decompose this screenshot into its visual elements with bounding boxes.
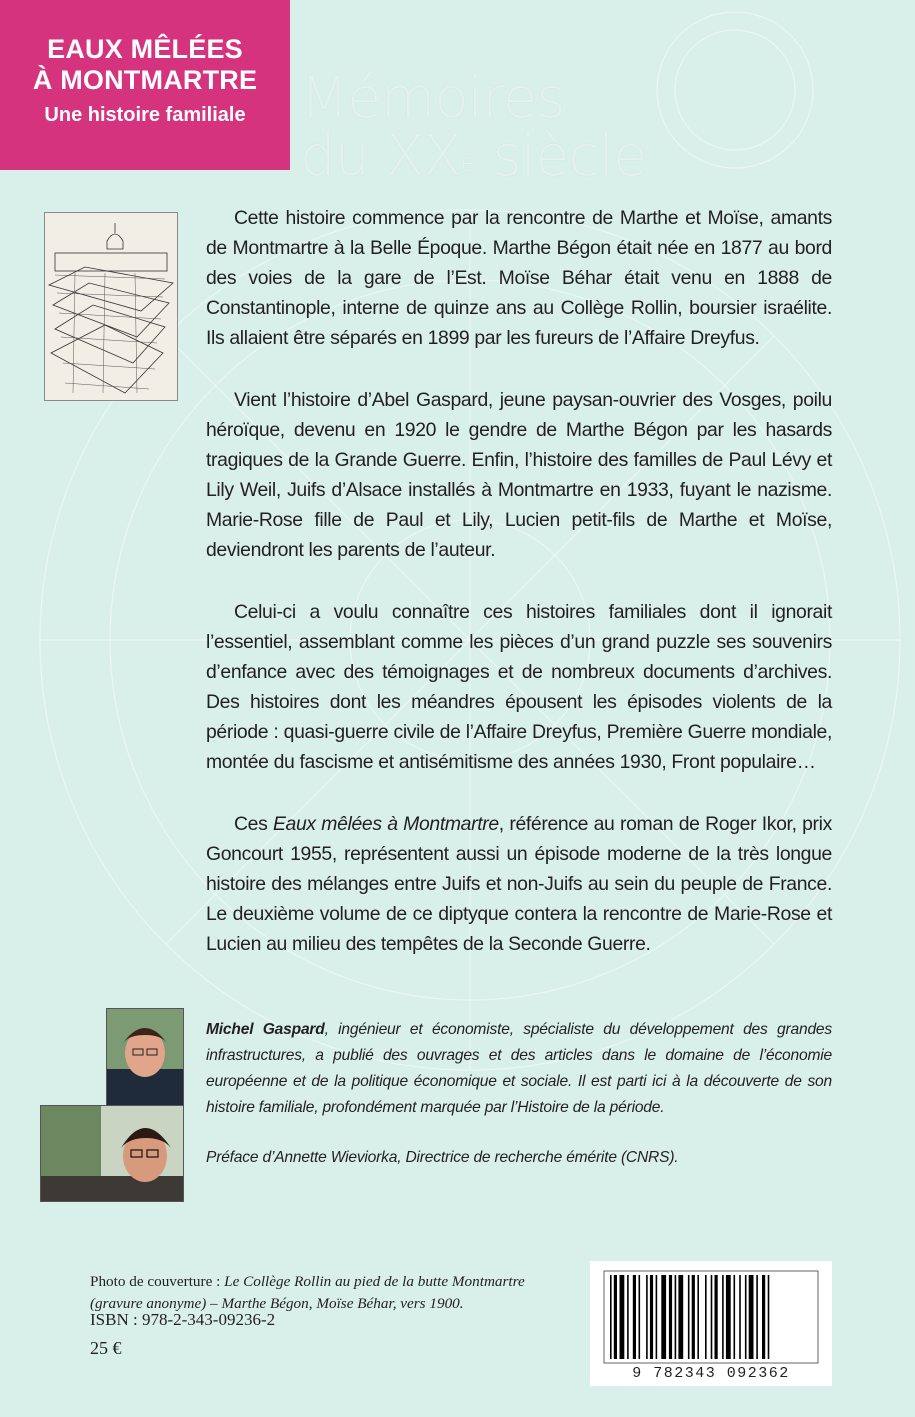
title-block	[0, 0, 290, 170]
summary-paragraph-4	[206, 809, 832, 959]
photo-credits-label: Photo de couverture :	[90, 1273, 225, 1290]
author-name: Michel Gaspard	[206, 1021, 325, 1038]
summary-paragraph-3: Celui-ci a voulu connaître ces histoires familiales dont il ignorait l’essentiel, assemblant comme les pièces d’un grand puzzle ses souvenirs d’enfance avec des témoignages et de nombreux documents d’archives. Des histoires dont les méandres épousent les épisodes violents de la période : quasi-guerre civile de l’Affaire Dreyfus, Première Guerre mondiale, montée du fascisme et antisémitisme des années 1930, Front populaire…	[206, 601, 832, 773]
series-line2-text: du XX	[300, 124, 461, 189]
photo-credits	[90, 1271, 560, 1315]
author-bio	[206, 1017, 832, 1121]
barcode	[590, 1261, 832, 1386]
summary-p4-book-title: Eaux mêlées à Montmartre	[272, 813, 499, 835]
back-cover-summary	[206, 203, 832, 991]
summary-p4-end: , référence au roman de Roger Ikor, prix Goncourt 1955, représentent aussi un épisode moderne de la très longue histoire des mélanges entre Juifs et non-Juifs au sein du peuple de France. Le deuxième volume de ce diptyque contera la rencontre de Marie-Rose et Lucien au milieu des tempêtes de la Seconde Guerre.	[206, 813, 832, 955]
book-title-line1: EAUX MÊLÉES	[47, 34, 243, 64]
summary-p4-start: Ces	[234, 813, 273, 835]
preface-note: Préface d’Annette Wieviorka, Directrice de recherche émérite (CNRS).	[206, 1149, 679, 1166]
summary-paragraph-1: Cette histoire commence par la rencontre de Marthe et Moïse, amants de Montmartre à la Belle Époque. Marthe Bégon était née en 1877 au bord des voies de la gare de l’Est. Moïse Béhar était venu en 1888 de Constantinople, interne de quinze ans au Collège Rollin, boursier israélite. Ils allaient être séparés en 1899 par les fureurs de l’Affaire Dreyfus.	[206, 207, 832, 349]
series-line2	[300, 124, 740, 189]
book-title-line2: À MONTMARTRE	[32, 65, 258, 95]
series-line2-superscript: e	[460, 148, 476, 178]
book-subtitle: Une histoire familiale	[44, 104, 246, 126]
series-name	[300, 66, 740, 189]
price: 25 €	[90, 1338, 122, 1358]
isbn: ISBN : 978-2-343-09236-2	[90, 1310, 276, 1329]
summary-paragraph-2: Vient l’histoire d’Abel Gaspard, jeune paysan-ouvrier des Vosges, poilu héroïque, devenu en 1920 le gendre de Marthe Bégon par les hasards tragiques de la Grande Guerre. Enfin, l’histoire des familles de Paul Lévy et Lily Weil, Juifs d’Alsace installés à Montmartre en 1933, fuyant le nazisme. Marie-Rose fille de Paul et Lily, Lucien petit-fils de Marthe et Moïse, deviendront les parents de l’auteur.	[206, 389, 832, 561]
series-line2-text-end: siècle	[475, 124, 647, 189]
photo-credits-caption: Le Collège Rollin au pied de la butte Montmartre (gravure anonyme) – Marthe Bégon, Moïse Béhar, vers 1900.	[90, 1273, 525, 1312]
author-photo	[106, 1008, 184, 1106]
barcode-number: 9 782343 092362	[632, 1365, 790, 1382]
series-line1: Mémoires	[300, 66, 565, 131]
author-bio-text: , ingénieur et économiste, spécialiste du développement des grandes infrastructures, a publié des ouvrages et des articles dans le domaine de l’économie européenne et de la politique économique et sociale. Il est parti ici à la découverte de son histoire familiale, profondément marquée par l’Histoire de la période.	[206, 1021, 832, 1116]
college-rollin-engraving	[44, 212, 178, 401]
preface-author-photo	[40, 1105, 184, 1202]
